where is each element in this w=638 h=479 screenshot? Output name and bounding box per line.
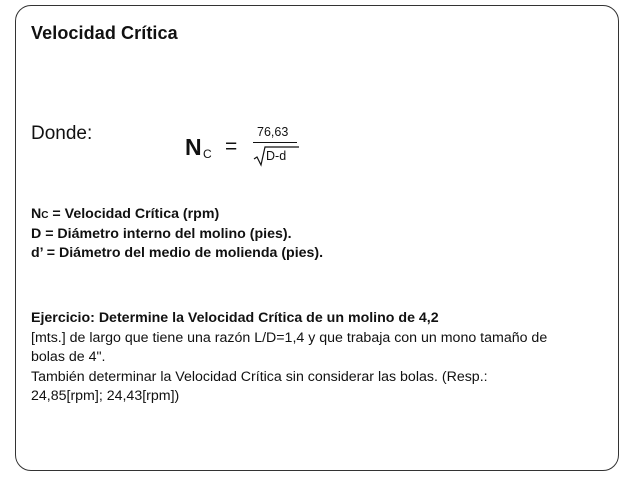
donde-label: Donde: xyxy=(31,123,93,144)
definition-text: = Velocidad Crítica (rpm) xyxy=(48,206,220,222)
fraction-bar xyxy=(253,142,297,143)
definition-nc xyxy=(31,205,323,225)
formula-lhs-subscript: C xyxy=(203,147,212,161)
exercise-line: Ejercicio: Determine la Velocidad Crítica de un molino de 4,2 xyxy=(31,310,439,326)
exercise-line: 24,85[rpm]; 24,43[rpm]) xyxy=(31,388,180,404)
formula-denominator: D-d xyxy=(266,149,287,163)
critical-speed-formula xyxy=(185,124,315,168)
exercise-line: bolas de 4". xyxy=(31,349,106,365)
definition-symbol: D xyxy=(31,226,42,242)
definition-d-prime xyxy=(31,244,323,263)
exercise-line: También determinar la Velocidad Crítica sin considerar las bolas. (Resp.: xyxy=(31,368,488,385)
definition-symbol: d’ xyxy=(31,245,43,261)
definition-symbol: N xyxy=(31,206,42,222)
slide-title: Velocidad Crítica xyxy=(31,23,178,43)
definition-symbol-subscript: C xyxy=(41,210,49,221)
formula-lhs: N xyxy=(185,134,202,160)
definitions-list xyxy=(31,205,323,263)
formula-equals: = xyxy=(225,135,238,158)
definition-text: = Diámetro del medio de molienda (pies). xyxy=(42,245,324,261)
exercise-line: [mts.] de largo que tiene una razón L/D=1,4 y que trabaja con un mono tamaño de xyxy=(31,329,548,346)
definition-text: = Diámetro interno del molino (pies). xyxy=(41,226,292,242)
exercise-text xyxy=(31,309,616,407)
formula-numerator: 76,63 xyxy=(257,125,289,139)
definition-d xyxy=(31,225,323,244)
